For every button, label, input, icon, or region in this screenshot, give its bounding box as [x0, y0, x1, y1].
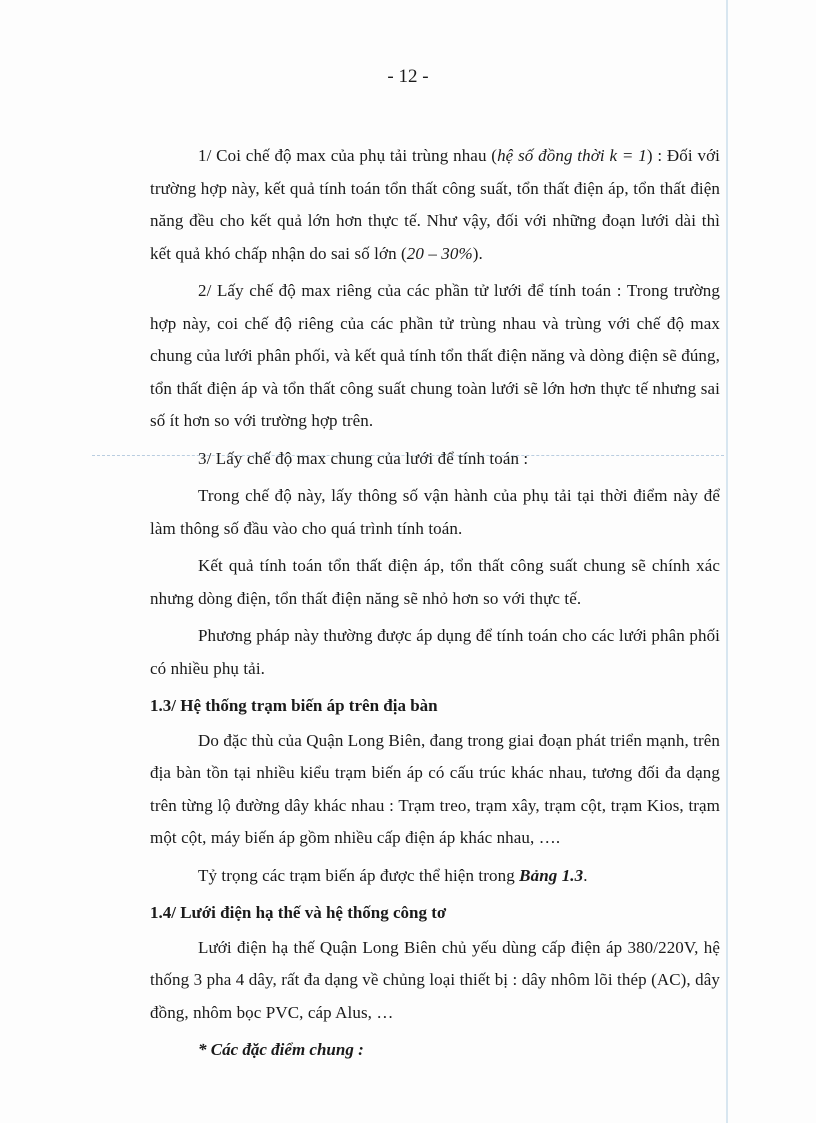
section-heading-1-4: 1.4/ Lưới điện hạ thế và hệ thống công tơ: [150, 903, 447, 922]
section-heading-1-3: 1.3/ Hệ thống trạm biến áp trên địa bàn: [150, 696, 438, 715]
paragraph-text: .: [583, 865, 588, 885]
document-body: [150, 140, 720, 1067]
paragraph-text: Tỷ trọng các trạm biến áp được thể hiện trong: [198, 865, 520, 885]
paragraph-case-3: 3/ Lấy chế độ max chung của lưới để tính toán :: [198, 448, 529, 468]
paragraph-mode-description: Trong chế độ này, lấy thông số vận hành của phụ tải tại thời điểm này để làm thông số đầu vào cho quá trình tính toán.: [150, 486, 720, 538]
paragraph-result: Kết quả tính toán tổn thất điện áp, tổn thất công suất chung sẽ chính xác nhưng dòng điện, tổn thất điện năng sẽ nhỏ hơn so với thực tế.: [150, 556, 720, 608]
sub-heading-general-features: * Các đặc điểm chung :: [198, 1040, 364, 1059]
page-number: - 12 -: [387, 66, 429, 87]
paragraph-method: Phương pháp này thường được áp dụng để tính toán cho các lưới phân phối có nhiều phụ tải.: [150, 626, 720, 678]
paragraph-low-voltage-grid: Lưới điện hạ thế Quận Long Biên chủ yếu dùng cấp điện áp 380/220V, hệ thống 3 pha 4 dây, rất đa dạng về chủng loại thiết bị : dây nhôm lõi thép (AC), dây đồng, nhôm bọc PVC, cáp Alus, …: [150, 937, 720, 1022]
paragraph-substations: Do đặc thù của Quận Long Biên, đang trong giai đoạn phát triển mạnh, trên địa bàn tồn tại nhiều kiểu trạm biến áp có cấu trúc khác nhau, tương đối đa dạng trên từng lộ đường dây khác nhau : Trạm treo, trạm xây, trạm cột, trạm Kios, trạm một cột, máy biến áp gồm nhiều cấp điện áp khác nhau, ….: [150, 730, 720, 847]
scan-edge: [726, 0, 728, 1123]
emphasis-error-range: 20 – 30%: [406, 243, 473, 263]
paragraph-case-2: 2/ Lấy chế độ max riêng của các phần tử lưới để tính toán : Trong trường hợp này, coi chế độ riêng của các phần tử trùng nhau và trùng với chế độ max chung của lưới phân phối, và kết quả tính tổn thất điện năng và dòng điện sẽ đúng, tổn thất điện áp và tổn thất công suất chung toàn lưới sẽ lớn hơn thực tế nhưng sai số ít hơn so với trường hợp trên.: [150, 281, 720, 430]
paragraph-substation-ratio: [150, 860, 720, 893]
paragraph-case-1: [150, 140, 720, 270]
paragraph-text: 1/ Coi chế độ max của phụ tải trùng nhau (: [198, 146, 498, 165]
paragraph-text: ) : Đối với trường hợp này, kết quả tính toán tổn thất công suất, tổn thất điện áp, tổn thất điện năng đều cho kết quả lớn hơn thực tế. Như vậy, đối với những đoạn lưới dài thì kết quả khó chấp nhận do sai số lớn (: [150, 146, 720, 263]
paragraph-text: ).: [472, 243, 483, 263]
emphasis-coefficient: hệ số đồng thời k = 1: [497, 146, 647, 165]
table-reference: Bảng 1.3: [519, 865, 584, 885]
